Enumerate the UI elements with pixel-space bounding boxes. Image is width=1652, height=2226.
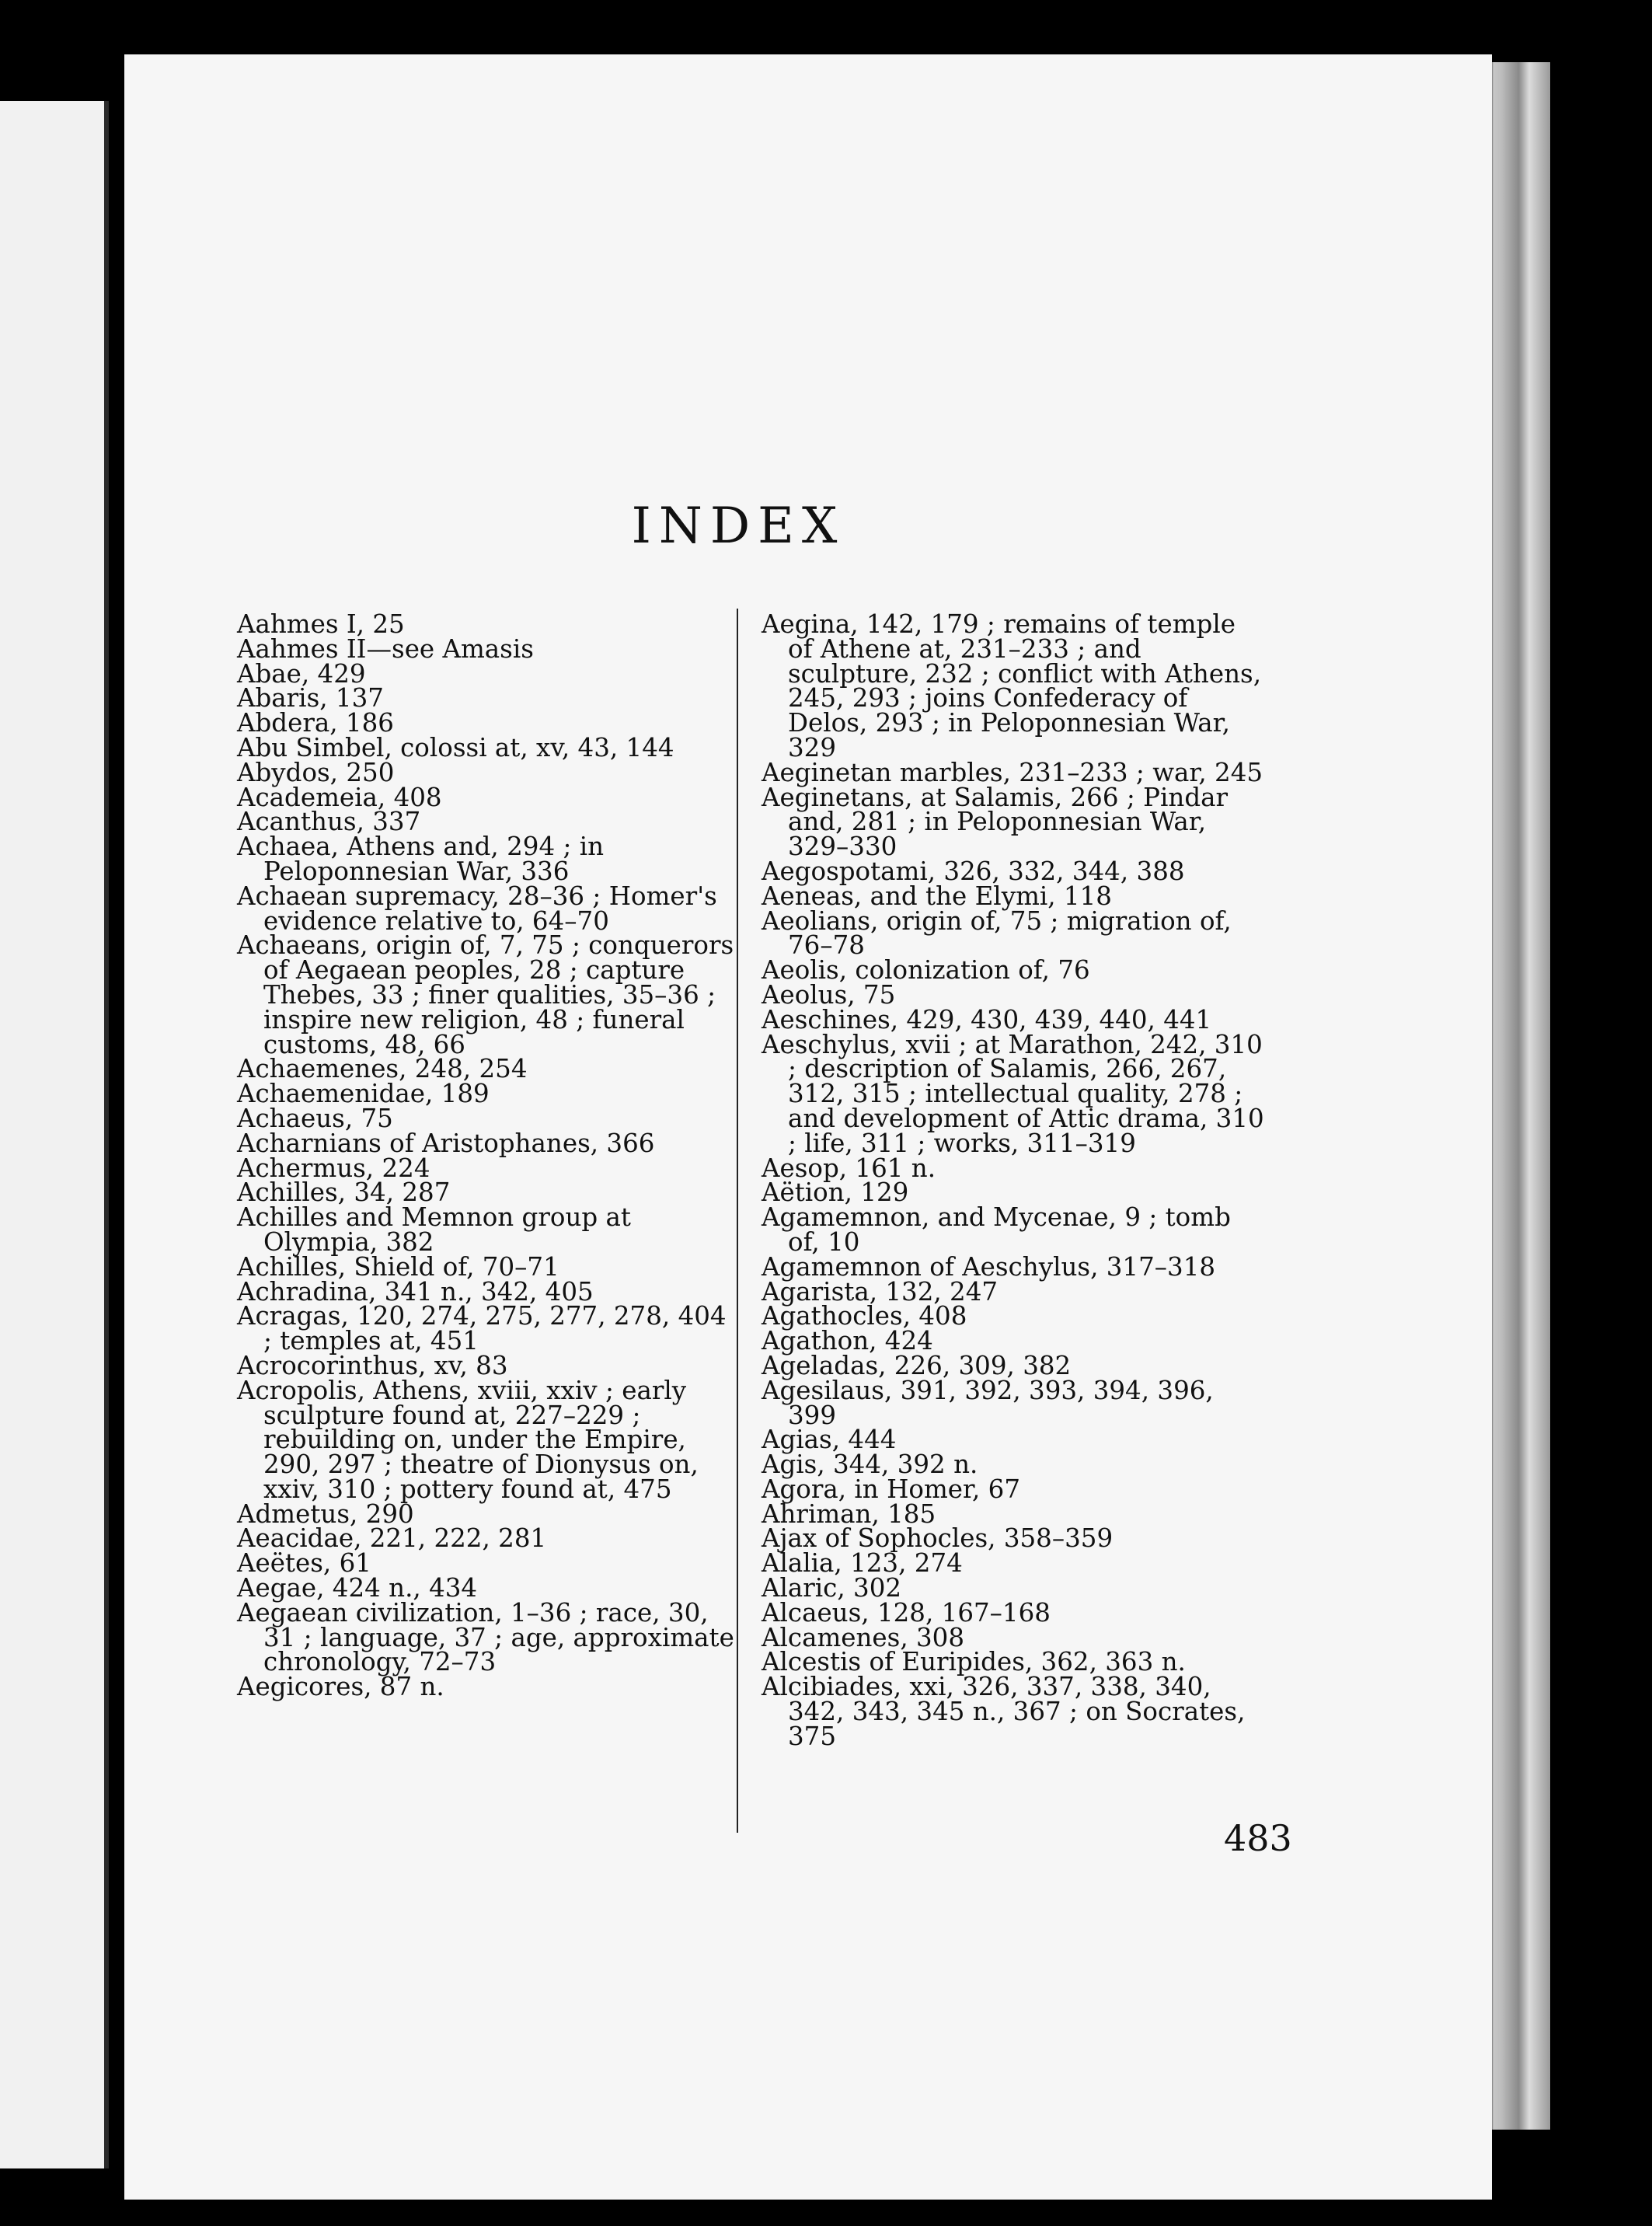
index-entry: Agora, in Homer, 67 xyxy=(762,1474,1021,1504)
index-entry: Alaric, 302 xyxy=(762,1573,902,1603)
index-entry: Agathocles, 408 xyxy=(762,1301,967,1331)
index-entry: Alcamenes, 308 xyxy=(762,1622,965,1652)
index-entry: Alcestis of Euripides, 362, 363 n. xyxy=(762,1647,1186,1677)
index-entry: Aeschines, 429, 430, 439, 440, 441 xyxy=(762,1004,1212,1034)
index-entry: Abu Simbel, colossi at, xv, 43, 144 xyxy=(237,732,674,762)
index-entry: Achaean supremacy, 28–36 ; Homer's evidence relative to, 64–70 xyxy=(237,881,717,936)
index-entry: Agamemnon, and Mycenae, 9 ; tomb of, 10 xyxy=(762,1202,1231,1257)
page-title: INDEX xyxy=(631,497,845,555)
index-entry: Aahmes II—see Amasis xyxy=(237,633,534,664)
index-entry: Achilles, 34, 287 xyxy=(237,1178,451,1208)
index-entry: Acropolis, Athens, xviii, xxiv ; early sculpture found at, 227–229 ; rebuilding on, under the Empire, 290, 297 ; theatre of Dionysus on, xxiv, 310 ; pottery found at, 475 xyxy=(237,1375,699,1504)
index-entry: Academeia, 408 xyxy=(237,782,442,812)
index-entry: Aeolians, origin of, 75 ; migration of, 76–78 xyxy=(762,905,1232,961)
index-entry: Aesop, 161 n. xyxy=(762,1153,936,1183)
index-entry: Alcibiades, xxi, 326, 337, 338, 340, 342, 343, 345 n., 367 ; on Socrates, 375 xyxy=(762,1672,1246,1751)
index-entry: Ahriman, 185 xyxy=(762,1499,936,1529)
index-column-right xyxy=(762,609,1267,1751)
index-entry: Agesilaus, 391, 392, 393, 394, 396, 399 xyxy=(762,1375,1214,1430)
index-entry: Abae, 429 xyxy=(237,658,366,689)
index-entry: Achaemenidae, 189 xyxy=(237,1079,490,1109)
index-entry: Achilles and Memnon group at Olympia, 382 xyxy=(237,1202,631,1257)
index-entry: Aeolus, 75 xyxy=(762,979,896,1010)
index-entry: Aëtion, 129 xyxy=(762,1178,909,1208)
index-entry: Aeëtes, 61 xyxy=(237,1548,371,1579)
index-entry: Aeneas, and the Elymi, 118 xyxy=(762,881,1112,911)
facing-page-edge xyxy=(0,101,109,2168)
index-entry: Aeacidae, 221, 222, 281 xyxy=(237,1523,547,1554)
index-entry: Aeginetan marbles, 231–233 ; war, 245 xyxy=(762,757,1263,787)
index-entry: Achradina, 341 n., 342, 405 xyxy=(237,1276,594,1307)
index-entry: Alalia, 123, 274 xyxy=(762,1548,963,1579)
index-entry: Agamemnon of Aeschylus, 317–318 xyxy=(762,1251,1216,1282)
index-entry: Admetus, 290 xyxy=(237,1499,414,1529)
index-entry: Aeginetans, at Salamis, 266 ; Pindar and, 281 ; in Peloponnesian War, 329–330 xyxy=(762,782,1229,862)
index-entry: Agarista, 132, 247 xyxy=(762,1276,999,1307)
index-entry: Ajax of Sophocles, 358–359 xyxy=(762,1523,1114,1554)
index-entry: Aegospotami, 326, 332, 344, 388 xyxy=(762,856,1185,886)
index-entry: Acragas, 120, 274, 275, 277, 278, 404 ; temples at, 451 xyxy=(237,1301,727,1356)
index-entry: Acanthus, 337 xyxy=(237,807,421,837)
column-divider xyxy=(737,609,738,1833)
index-entry: Achermus, 224 xyxy=(237,1153,430,1183)
index-column-left xyxy=(237,609,734,1702)
index-entry: Acharnians of Aristophanes, 366 xyxy=(237,1128,655,1158)
index-entry: Achaemenes, 248, 254 xyxy=(237,1054,528,1084)
index-entry: Aegae, 424 n., 434 xyxy=(237,1573,478,1603)
index-entry: Achilles, Shield of, 70–71 xyxy=(237,1251,559,1282)
index-entry: Achaeus, 75 xyxy=(237,1103,393,1133)
index-entry: Aegaean civilization, 1–36 ; race, 30, 31 ; language, 37 ; age, approximate chronology, 72–73 xyxy=(237,1597,734,1677)
index-entry: Acrocorinthus, xv, 83 xyxy=(237,1350,508,1380)
index-entry: Abdera, 186 xyxy=(237,708,394,738)
index-entry: Aegina, 142, 179 ; remains of temple of Athene at, 231–233 ; and sculpture, 232 ; conflict with Athens, 245, 293 ; joins Confederacy of Delos, 293 ; in Peloponnesian War, 329 xyxy=(762,609,1262,762)
index-entry: Abaris, 137 xyxy=(237,683,384,714)
index-entry: Aeschylus, xvii ; at Marathon, 242, 310 ; description of Salamis, 266, 267, 312, 315 ; intellectual quality, 278 ; and development of Attic drama, 310 ; life, 311 ; works, 311–319 xyxy=(762,1029,1264,1158)
index-entry: Agis, 344, 392 n. xyxy=(762,1450,978,1480)
index-entry: Achaea, Athens and, 294 ; in Peloponnesian War, 336 xyxy=(237,832,605,886)
index-entry: Agathon, 424 xyxy=(762,1326,933,1356)
index-entry: Abydos, 250 xyxy=(237,757,395,787)
index-entry: Achaeans, origin of, 7, 75 ; conquerors of Aegaean peoples, 28 ; capture Thebes, 33 ; finer qualities, 35–36 ; inspire new religion, 48 ; funeral customs, 48, 66 xyxy=(237,930,734,1059)
index-entry: Agias, 444 xyxy=(762,1425,897,1455)
index-entry: Aahmes I, 25 xyxy=(237,609,405,639)
page-number: 483 xyxy=(1224,1817,1292,1859)
index-entry: Ageladas, 226, 309, 382 xyxy=(762,1350,1072,1380)
index-entry: Aeolis, colonization of, 76 xyxy=(762,955,1090,986)
index-entry: Aegicores, 87 n. xyxy=(237,1672,444,1702)
index-entry: Alcaeus, 128, 167–168 xyxy=(762,1597,1051,1628)
